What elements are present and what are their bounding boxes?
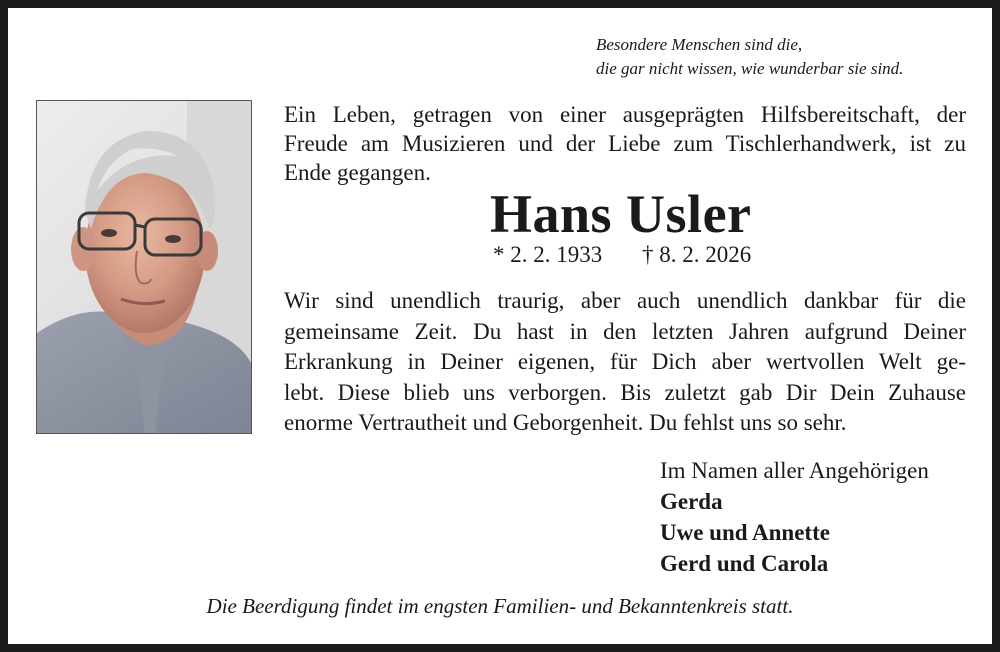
- motto: [596, 33, 966, 81]
- intro-line-1: Ein Leben, getragen von einer ausgeprägten Hilfsbereitschaft, der: [284, 102, 966, 127]
- family-name-2: Uwe und Annette: [660, 520, 830, 545]
- death-date: † 8. 2. 2026: [642, 242, 752, 267]
- deceased-name: Hans Usler: [490, 184, 752, 244]
- motto-line-1: Besondere Menschen sind die,: [596, 35, 803, 54]
- portrait-photo: [36, 100, 252, 434]
- body-line-4: lebt. Diese blieb uns verborgen. Bis zuletzt gab Dir Dein Zuhause: [284, 379, 966, 405]
- body-line-2: gemeinsame Zeit. Du hast in den letzten Jahren aufgrund Deiner: [284, 318, 966, 344]
- portrait-illustration: [37, 101, 251, 433]
- family-name-3: Gerd und Carola: [660, 551, 829, 576]
- intro-line-2: Freude am Musizieren und der Liebe zum Tischlerhandwerk, ist zu: [284, 131, 966, 156]
- motto-line-2: die gar nicht wissen, wie wunderbar sie sind.: [596, 59, 904, 78]
- birth-date: * 2. 2. 1933: [493, 242, 603, 267]
- funeral-note: Die Beerdigung findet im engsten Familien- und Bekanntenkreis statt.: [206, 594, 794, 618]
- body-line-1: Wir sind unendlich traurig, aber auch unendlich dankbar für die: [284, 288, 966, 313]
- body-line-5: enorme Vertrautheit und Geborgenheit. Du fehlst uns so sehr.: [284, 410, 847, 435]
- body-text: [284, 286, 966, 439]
- family-name-1: Gerda: [660, 489, 723, 514]
- intro-text: [284, 100, 966, 187]
- intro-line-3: Ende gegangen.: [284, 160, 431, 185]
- body-line-3: Erkrankung in Deiner eigenen, für Dich aber wertvollen Welt ge-: [284, 349, 966, 374]
- signoff: [660, 455, 929, 579]
- signoff-intro: Im Namen aller Angehörigen: [660, 458, 929, 483]
